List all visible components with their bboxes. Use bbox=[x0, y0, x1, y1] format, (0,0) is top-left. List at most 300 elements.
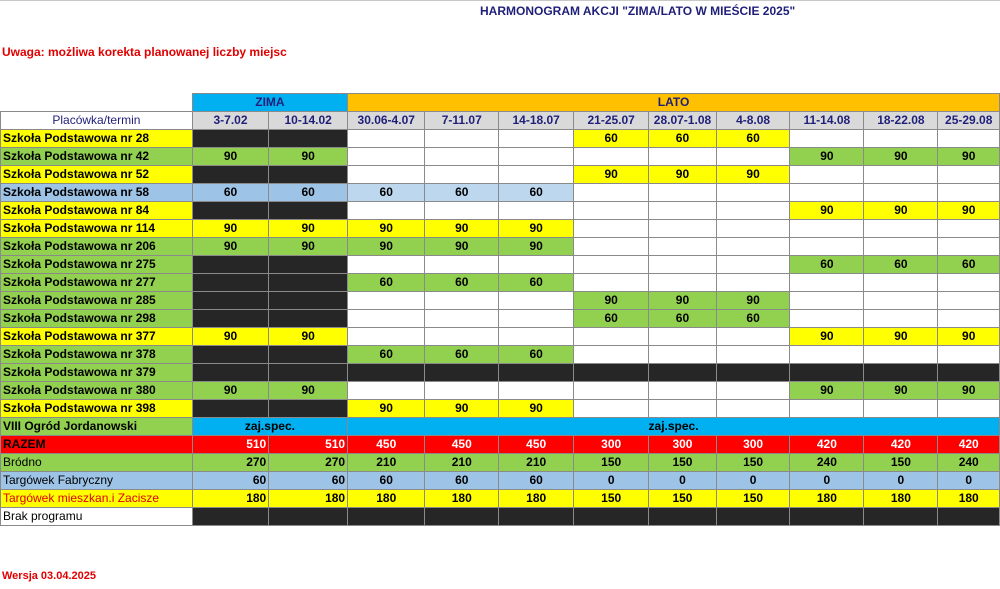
term-header-10: 25-29.08 bbox=[938, 112, 1000, 130]
school-term-cell: 90 bbox=[574, 166, 649, 184]
school-term-cell: 90 bbox=[716, 166, 790, 184]
school-term-cell bbox=[649, 184, 717, 202]
term-header-6: 28.07-1.08 bbox=[649, 112, 717, 130]
school-term-cell bbox=[192, 400, 268, 418]
school-term-cell bbox=[938, 310, 1000, 328]
school-term-cell bbox=[269, 166, 348, 184]
summary-value-cell: 210 bbox=[348, 454, 425, 472]
school-row bbox=[1, 256, 1000, 274]
summary-value-cell bbox=[716, 508, 790, 526]
school-term-cell: 90 bbox=[425, 238, 499, 256]
school-term-cell bbox=[649, 328, 717, 346]
summary-label: Targówek mieszkan.i Zacisze bbox=[1, 490, 193, 508]
summary-value-cell: 420 bbox=[938, 436, 1000, 454]
summary-value-cell bbox=[574, 508, 649, 526]
school-term-cell bbox=[864, 166, 938, 184]
summary-row bbox=[1, 490, 1000, 508]
school-term-cell: 90 bbox=[192, 328, 268, 346]
school-term-cell: 60 bbox=[348, 346, 425, 364]
school-term-cell bbox=[574, 256, 649, 274]
school-term-cell: 90 bbox=[269, 148, 348, 166]
school-term-cell bbox=[425, 292, 499, 310]
school-term-cell: 90 bbox=[649, 166, 717, 184]
school-row bbox=[1, 184, 1000, 202]
school-term-cell: 90 bbox=[938, 382, 1000, 400]
school-row bbox=[1, 148, 1000, 166]
school-term-cell bbox=[864, 310, 938, 328]
school-term-cell bbox=[574, 328, 649, 346]
school-term-cell bbox=[192, 310, 268, 328]
school-term-cell: 60 bbox=[425, 346, 499, 364]
summary-value-cell bbox=[425, 508, 499, 526]
school-term-cell: 90 bbox=[790, 148, 864, 166]
summary-value-cell: 150 bbox=[649, 454, 717, 472]
school-term-cell: 90 bbox=[269, 238, 348, 256]
school-term-cell bbox=[499, 256, 574, 274]
term-header-3: 7-11.07 bbox=[425, 112, 499, 130]
school-term-cell bbox=[192, 130, 268, 148]
season-header-row bbox=[1, 94, 1000, 112]
school-term-cell bbox=[499, 328, 574, 346]
summary-value-cell: 270 bbox=[269, 454, 348, 472]
school-term-cell bbox=[269, 274, 348, 292]
school-term-cell bbox=[499, 310, 574, 328]
school-term-cell bbox=[574, 238, 649, 256]
school-name: Szkoła Podstawowa nr 52 bbox=[1, 166, 193, 184]
term-header-5: 21-25.07 bbox=[574, 112, 649, 130]
summary-value-cell: 180 bbox=[348, 490, 425, 508]
school-term-cell bbox=[192, 274, 268, 292]
summary-value-cell: 450 bbox=[348, 436, 425, 454]
school-term-cell bbox=[649, 238, 717, 256]
school-term-cell bbox=[574, 148, 649, 166]
school-term-cell bbox=[192, 256, 268, 274]
summary-value-cell: 510 bbox=[269, 436, 348, 454]
school-term-cell bbox=[348, 202, 425, 220]
school-term-cell bbox=[499, 130, 574, 148]
schedule-table bbox=[0, 93, 1000, 526]
version-label: Wersja 03.04.2025 bbox=[2, 570, 96, 582]
school-term-cell: 90 bbox=[938, 328, 1000, 346]
school-term-cell bbox=[649, 364, 717, 382]
summary-value-cell: 420 bbox=[864, 436, 938, 454]
school-term-cell bbox=[499, 382, 574, 400]
school-term-cell bbox=[716, 382, 790, 400]
summary-value-cell bbox=[499, 508, 574, 526]
school-term-cell bbox=[790, 130, 864, 148]
school-term-cell bbox=[716, 256, 790, 274]
school-term-cell bbox=[192, 292, 268, 310]
school-row bbox=[1, 382, 1000, 400]
school-term-cell: 60 bbox=[499, 346, 574, 364]
summary-value-cell bbox=[269, 508, 348, 526]
school-term-cell: 90 bbox=[938, 148, 1000, 166]
school-term-cell bbox=[938, 166, 1000, 184]
school-term-cell: 60 bbox=[864, 256, 938, 274]
school-term-cell bbox=[649, 400, 717, 418]
capacity-note: Uwaga: możliwa korekta planowanej liczby miejsc bbox=[2, 45, 287, 59]
school-term-cell bbox=[574, 364, 649, 382]
school-term-cell: 90 bbox=[864, 202, 938, 220]
school-term-cell: 90 bbox=[938, 202, 1000, 220]
school-term-cell bbox=[716, 238, 790, 256]
summary-value-cell: 450 bbox=[425, 436, 499, 454]
school-term-cell bbox=[864, 274, 938, 292]
summary-label: Bródno bbox=[1, 454, 193, 472]
summary-value-cell: 60 bbox=[348, 472, 425, 490]
place-header: Placówka/termin bbox=[1, 112, 193, 130]
summary-value-cell: 0 bbox=[864, 472, 938, 490]
summary-value-cell: 240 bbox=[790, 454, 864, 472]
school-term-cell: 90 bbox=[192, 220, 268, 238]
summary-value-cell: 180 bbox=[499, 490, 574, 508]
school-name: Szkoła Podstawowa nr 84 bbox=[1, 202, 193, 220]
school-term-cell bbox=[499, 202, 574, 220]
summary-value-cell bbox=[938, 508, 1000, 526]
school-term-cell: 90 bbox=[348, 238, 425, 256]
school-term-cell: 60 bbox=[649, 310, 717, 328]
summary-value-cell: 240 bbox=[938, 454, 1000, 472]
school-term-cell bbox=[790, 364, 864, 382]
school-term-cell: 90 bbox=[716, 292, 790, 310]
school-term-cell bbox=[269, 400, 348, 418]
season-zima-header: ZIMA bbox=[192, 94, 347, 112]
school-term-cell: 90 bbox=[499, 220, 574, 238]
school-term-cell bbox=[348, 328, 425, 346]
school-term-cell bbox=[790, 166, 864, 184]
school-term-cell: 90 bbox=[269, 328, 348, 346]
summary-value-cell: 210 bbox=[499, 454, 574, 472]
summary-value-cell: 150 bbox=[716, 454, 790, 472]
school-term-cell: 60 bbox=[790, 256, 864, 274]
ogrod-row bbox=[1, 418, 1000, 436]
summary-value-cell: 150 bbox=[574, 490, 649, 508]
term-header-8: 11-14.08 bbox=[790, 112, 864, 130]
school-term-cell: 60 bbox=[425, 274, 499, 292]
school-term-cell bbox=[574, 184, 649, 202]
school-term-cell: 90 bbox=[864, 148, 938, 166]
summary-value-cell: 0 bbox=[790, 472, 864, 490]
school-term-cell bbox=[864, 346, 938, 364]
school-term-cell bbox=[425, 148, 499, 166]
school-term-cell bbox=[348, 382, 425, 400]
school-term-cell bbox=[864, 364, 938, 382]
school-term-cell: 60 bbox=[425, 184, 499, 202]
school-term-cell bbox=[425, 130, 499, 148]
school-term-cell bbox=[348, 256, 425, 274]
summary-value-cell: 210 bbox=[425, 454, 499, 472]
school-term-cell bbox=[938, 292, 1000, 310]
summary-value-cell: 180 bbox=[864, 490, 938, 508]
school-term-cell bbox=[425, 382, 499, 400]
summary-value-cell: 180 bbox=[938, 490, 1000, 508]
summary-value-cell: 0 bbox=[716, 472, 790, 490]
summary-value-cell: 510 bbox=[192, 436, 268, 454]
school-term-cell bbox=[716, 202, 790, 220]
school-term-cell bbox=[192, 346, 268, 364]
school-term-cell bbox=[790, 274, 864, 292]
school-term-cell bbox=[716, 346, 790, 364]
schools-body bbox=[1, 130, 1000, 418]
term-header-9: 18-22.08 bbox=[864, 112, 938, 130]
term-header-row bbox=[1, 112, 1000, 130]
school-row bbox=[1, 220, 1000, 238]
school-name: Szkoła Podstawowa nr 380 bbox=[1, 382, 193, 400]
school-term-cell bbox=[938, 364, 1000, 382]
school-term-cell bbox=[790, 310, 864, 328]
school-term-cell: 90 bbox=[348, 400, 425, 418]
school-term-cell: 60 bbox=[574, 130, 649, 148]
school-term-cell bbox=[790, 400, 864, 418]
sheet-title: HARMONOGRAM AKCJI "ZIMA/LATO W MIEŚCIE 2025" bbox=[480, 4, 796, 18]
school-term-cell: 60 bbox=[716, 130, 790, 148]
school-term-cell bbox=[716, 364, 790, 382]
school-term-cell bbox=[425, 310, 499, 328]
school-name: Szkoła Podstawowa nr 377 bbox=[1, 328, 193, 346]
school-term-cell: 90 bbox=[192, 238, 268, 256]
school-term-cell bbox=[348, 310, 425, 328]
school-term-cell: 60 bbox=[499, 274, 574, 292]
school-row bbox=[1, 274, 1000, 292]
school-row bbox=[1, 400, 1000, 418]
school-term-cell bbox=[864, 184, 938, 202]
term-header-4: 14-18.07 bbox=[499, 112, 574, 130]
term-header-2: 30.06-4.07 bbox=[348, 112, 425, 130]
school-term-cell bbox=[269, 364, 348, 382]
school-term-cell bbox=[425, 328, 499, 346]
school-term-cell bbox=[348, 148, 425, 166]
school-term-cell bbox=[269, 292, 348, 310]
summary-value-cell: 300 bbox=[649, 436, 717, 454]
summary-label: Brak programu bbox=[1, 508, 193, 526]
summary-value-cell: 0 bbox=[938, 472, 1000, 490]
summary-value-cell: 0 bbox=[649, 472, 717, 490]
summary-row bbox=[1, 508, 1000, 526]
school-term-cell bbox=[269, 130, 348, 148]
school-term-cell bbox=[790, 292, 864, 310]
school-term-cell: 90 bbox=[425, 220, 499, 238]
school-term-cell bbox=[574, 274, 649, 292]
school-term-cell: 90 bbox=[790, 202, 864, 220]
school-term-cell bbox=[716, 184, 790, 202]
school-term-cell: 90 bbox=[864, 382, 938, 400]
school-term-cell bbox=[425, 364, 499, 382]
school-term-cell: 90 bbox=[864, 328, 938, 346]
summary-value-cell: 180 bbox=[425, 490, 499, 508]
school-row bbox=[1, 346, 1000, 364]
summary-value-cell: 300 bbox=[574, 436, 649, 454]
school-term-cell: 60 bbox=[574, 310, 649, 328]
school-name: Szkoła Podstawowa nr 275 bbox=[1, 256, 193, 274]
school-name: Szkoła Podstawowa nr 378 bbox=[1, 346, 193, 364]
school-term-cell bbox=[716, 220, 790, 238]
school-name: Szkoła Podstawowa nr 379 bbox=[1, 364, 193, 382]
school-name: Szkoła Podstawowa nr 42 bbox=[1, 148, 193, 166]
school-term-cell: 90 bbox=[269, 220, 348, 238]
school-term-cell: 90 bbox=[269, 382, 348, 400]
school-term-cell bbox=[649, 346, 717, 364]
school-term-cell bbox=[938, 274, 1000, 292]
school-name: Szkoła Podstawowa nr 298 bbox=[1, 310, 193, 328]
summary-value-cell: 180 bbox=[790, 490, 864, 508]
school-term-cell bbox=[716, 328, 790, 346]
school-term-cell bbox=[574, 400, 649, 418]
season-lato-header: LATO bbox=[348, 94, 1000, 112]
summary-body bbox=[1, 436, 1000, 526]
summary-value-cell: 180 bbox=[269, 490, 348, 508]
school-term-cell bbox=[864, 400, 938, 418]
summary-value-cell: 300 bbox=[716, 436, 790, 454]
school-row bbox=[1, 202, 1000, 220]
school-term-cell bbox=[348, 364, 425, 382]
ogrod-zima-cell: zaj.spec. bbox=[192, 418, 347, 436]
summary-row bbox=[1, 472, 1000, 490]
school-term-cell bbox=[938, 220, 1000, 238]
summary-value-cell: 270 bbox=[192, 454, 268, 472]
term-header-0: 3-7.02 bbox=[192, 112, 268, 130]
school-term-cell bbox=[938, 238, 1000, 256]
school-term-cell bbox=[425, 166, 499, 184]
school-row bbox=[1, 166, 1000, 184]
school-row bbox=[1, 364, 1000, 382]
school-row bbox=[1, 310, 1000, 328]
school-term-cell bbox=[574, 202, 649, 220]
school-term-cell bbox=[938, 346, 1000, 364]
school-term-cell bbox=[499, 148, 574, 166]
school-term-cell bbox=[425, 202, 499, 220]
summary-value-cell bbox=[192, 508, 268, 526]
summary-value-cell: 420 bbox=[790, 436, 864, 454]
school-term-cell bbox=[790, 220, 864, 238]
school-term-cell bbox=[348, 166, 425, 184]
school-term-cell bbox=[499, 292, 574, 310]
summary-value-cell bbox=[790, 508, 864, 526]
school-term-cell bbox=[192, 364, 268, 382]
school-term-cell bbox=[649, 220, 717, 238]
school-term-cell bbox=[864, 238, 938, 256]
summary-value-cell bbox=[864, 508, 938, 526]
school-row bbox=[1, 238, 1000, 256]
summary-value-cell: 150 bbox=[864, 454, 938, 472]
school-row bbox=[1, 292, 1000, 310]
school-term-cell bbox=[716, 400, 790, 418]
school-term-cell bbox=[864, 220, 938, 238]
school-term-cell bbox=[649, 256, 717, 274]
summary-label: Targówek Fabryczny bbox=[1, 472, 193, 490]
school-term-cell: 60 bbox=[269, 184, 348, 202]
school-term-cell: 60 bbox=[499, 184, 574, 202]
school-term-cell: 90 bbox=[192, 148, 268, 166]
school-name: Szkoła Podstawowa nr 398 bbox=[1, 400, 193, 418]
school-term-cell bbox=[716, 148, 790, 166]
summary-label: RAZEM bbox=[1, 436, 193, 454]
school-name: Szkoła Podstawowa nr 285 bbox=[1, 292, 193, 310]
school-name: Szkoła Podstawowa nr 114 bbox=[1, 220, 193, 238]
school-term-cell: 60 bbox=[716, 310, 790, 328]
school-term-cell bbox=[192, 202, 268, 220]
summary-value-cell bbox=[348, 508, 425, 526]
school-term-cell: 90 bbox=[790, 382, 864, 400]
ogrod-label: VIII Ogród Jordanowski bbox=[1, 418, 193, 436]
summary-row bbox=[1, 454, 1000, 472]
school-term-cell bbox=[348, 292, 425, 310]
top-border-line bbox=[0, 0, 1000, 1]
school-term-cell bbox=[938, 184, 1000, 202]
summary-value-cell: 60 bbox=[499, 472, 574, 490]
summary-value-cell: 180 bbox=[192, 490, 268, 508]
term-header-7: 4-8.08 bbox=[716, 112, 790, 130]
school-term-cell bbox=[649, 382, 717, 400]
school-term-cell: 90 bbox=[574, 292, 649, 310]
school-term-cell bbox=[269, 310, 348, 328]
summary-value-cell bbox=[649, 508, 717, 526]
ogrod-body bbox=[1, 418, 1000, 436]
school-term-cell bbox=[716, 274, 790, 292]
school-term-cell: 60 bbox=[192, 184, 268, 202]
school-term-cell bbox=[790, 346, 864, 364]
school-name: Szkoła Podstawowa nr 206 bbox=[1, 238, 193, 256]
school-term-cell: 90 bbox=[348, 220, 425, 238]
summary-value-cell: 60 bbox=[192, 472, 268, 490]
school-term-cell bbox=[938, 130, 1000, 148]
school-term-cell bbox=[499, 166, 574, 184]
school-term-cell bbox=[649, 148, 717, 166]
school-term-cell bbox=[499, 364, 574, 382]
term-header-1: 10-14.02 bbox=[269, 112, 348, 130]
school-term-cell bbox=[269, 202, 348, 220]
school-term-cell bbox=[348, 130, 425, 148]
school-term-cell: 90 bbox=[425, 400, 499, 418]
school-term-cell: 90 bbox=[499, 400, 574, 418]
summary-value-cell: 60 bbox=[425, 472, 499, 490]
school-term-cell: 60 bbox=[938, 256, 1000, 274]
school-term-cell bbox=[574, 382, 649, 400]
school-term-cell bbox=[790, 238, 864, 256]
school-term-cell bbox=[649, 274, 717, 292]
school-name: Szkoła Podstawowa nr 28 bbox=[1, 130, 193, 148]
school-row bbox=[1, 328, 1000, 346]
summary-value-cell: 450 bbox=[499, 436, 574, 454]
school-name: Szkoła Podstawowa nr 277 bbox=[1, 274, 193, 292]
summary-value-cell: 60 bbox=[269, 472, 348, 490]
school-term-cell: 90 bbox=[192, 382, 268, 400]
school-term-cell bbox=[574, 346, 649, 364]
school-term-cell bbox=[574, 220, 649, 238]
school-term-cell: 60 bbox=[649, 130, 717, 148]
school-term-cell: 90 bbox=[649, 292, 717, 310]
school-name: Szkoła Podstawowa nr 58 bbox=[1, 184, 193, 202]
school-term-cell bbox=[649, 202, 717, 220]
ogrod-lato-cell: zaj.spec. bbox=[348, 418, 1000, 436]
school-term-cell bbox=[864, 130, 938, 148]
school-term-cell: 90 bbox=[790, 328, 864, 346]
school-term-cell: 90 bbox=[499, 238, 574, 256]
school-term-cell bbox=[864, 292, 938, 310]
school-term-cell bbox=[269, 346, 348, 364]
school-term-cell bbox=[790, 184, 864, 202]
school-term-cell: 60 bbox=[348, 274, 425, 292]
school-row bbox=[1, 130, 1000, 148]
season-header-spacer bbox=[1, 94, 193, 112]
summary-value-cell: 150 bbox=[574, 454, 649, 472]
school-term-cell: 60 bbox=[348, 184, 425, 202]
school-term-cell bbox=[425, 256, 499, 274]
summary-value-cell: 0 bbox=[574, 472, 649, 490]
summary-value-cell: 150 bbox=[649, 490, 717, 508]
summary-value-cell: 150 bbox=[716, 490, 790, 508]
summary-row bbox=[1, 436, 1000, 454]
school-term-cell bbox=[938, 400, 1000, 418]
